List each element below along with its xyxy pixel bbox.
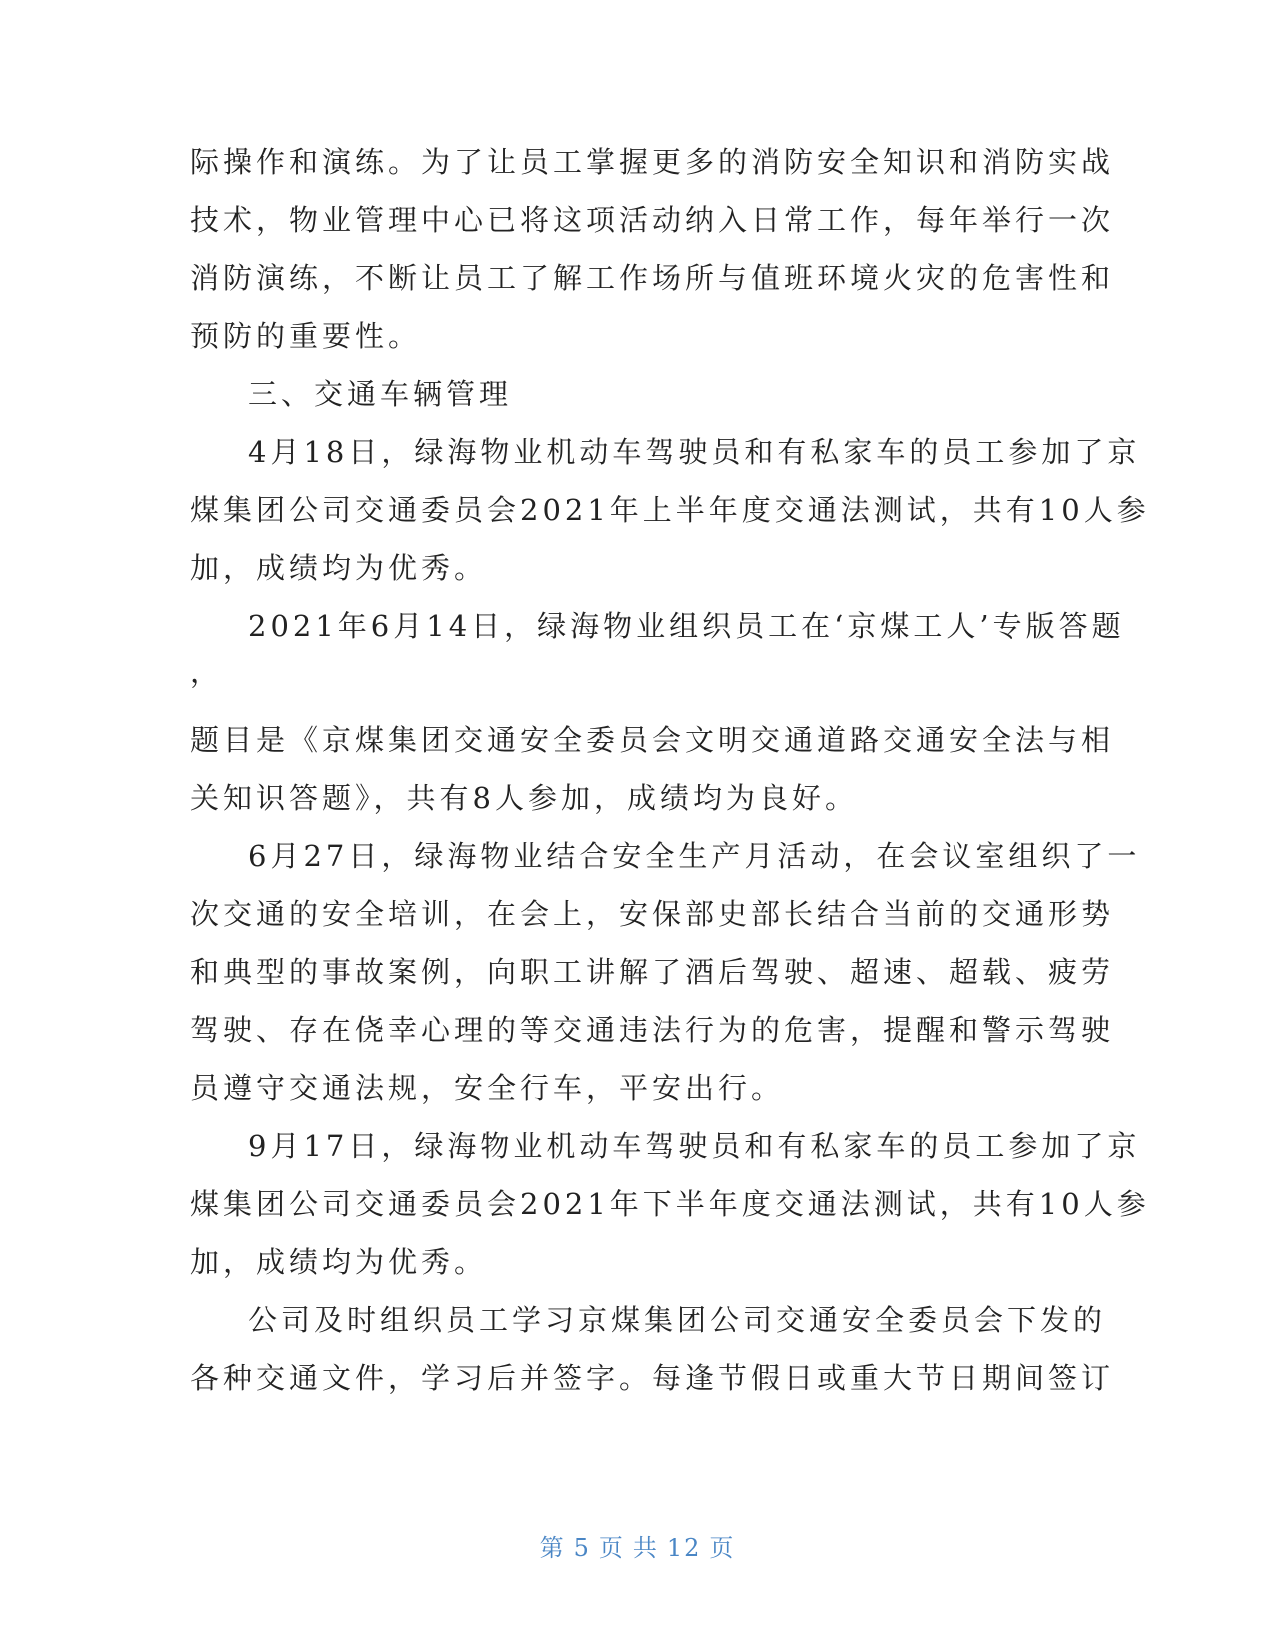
body-line: 加，成绩均为优秀。	[190, 551, 488, 585]
body-line: 煤集团公司交通委员会2021年下半年度交通法测试，共有10人参	[190, 1187, 1150, 1221]
page-footer	[0, 1532, 1275, 1564]
body-line: ，	[190, 655, 224, 689]
body-line: 2021年6月14日，绿海物业组织员工在‘京煤工人’专版答题	[248, 609, 1125, 643]
body-line: 9月17日，绿海物业机动车驾驶员和有私家车的员工参加了京	[248, 1129, 1141, 1163]
body-line: 预防的重要性。	[190, 319, 422, 353]
body-line: 6月27日，绿海物业结合安全生产月活动，在会议室组织了一	[248, 839, 1141, 873]
body-line: 际操作和演练。为了让员工掌握更多的消防安全知识和消防实战	[190, 145, 1115, 179]
body-line: 题目是《京煤集团交通安全委员会文明交通道路交通安全法与相	[190, 723, 1115, 757]
section-heading: 三、交通车辆管理	[248, 377, 513, 411]
footer-gong: 共	[632, 1534, 659, 1562]
body-line: 驾驶、存在侥幸心理的等交通违法行为的危害，提醒和警示驾驶	[190, 1013, 1115, 1047]
body-line: 各种交通文件，学习后并签字。每逢节假日或重大节日期间签订	[190, 1361, 1115, 1395]
body-line: 4月18日，绿海物业机动车驾驶员和有私家车的员工参加了京	[248, 435, 1141, 469]
footer-total-pages: 12	[666, 1534, 702, 1562]
body-line: 公司及时组织员工学习京煤集团公司交通安全委员会下发的	[248, 1303, 1107, 1337]
footer-ye2: 页	[709, 1534, 736, 1562]
body-line: 技术，物业管理中心已将这项活动纳入日常工作，每年举行一次	[190, 203, 1115, 237]
body-line: 消防演练，不断让员工了解工作场所与值班环境火灾的危害性和	[190, 261, 1115, 295]
footer-current-page: 5	[573, 1534, 591, 1562]
body-line: 次交通的安全培训，在会上，安保部史部长结合当前的交通形势	[190, 897, 1115, 931]
body-line: 员遵守交通法规，安全行车，平安出行。	[190, 1071, 785, 1105]
footer-ye: 页	[598, 1534, 625, 1562]
body-line: 煤集团公司交通委员会2021年上半年度交通法测试，共有10人参	[190, 493, 1150, 527]
body-line: 加，成绩均为优秀。	[190, 1245, 488, 1279]
footer-di: 第	[539, 1534, 566, 1562]
body-line: 和典型的事故案例，向职工讲解了酒后驾驶、超速、超载、疲劳	[190, 955, 1115, 989]
body-line: 关知识答题》，共有8人参加，成绩均为良好。	[190, 781, 858, 815]
